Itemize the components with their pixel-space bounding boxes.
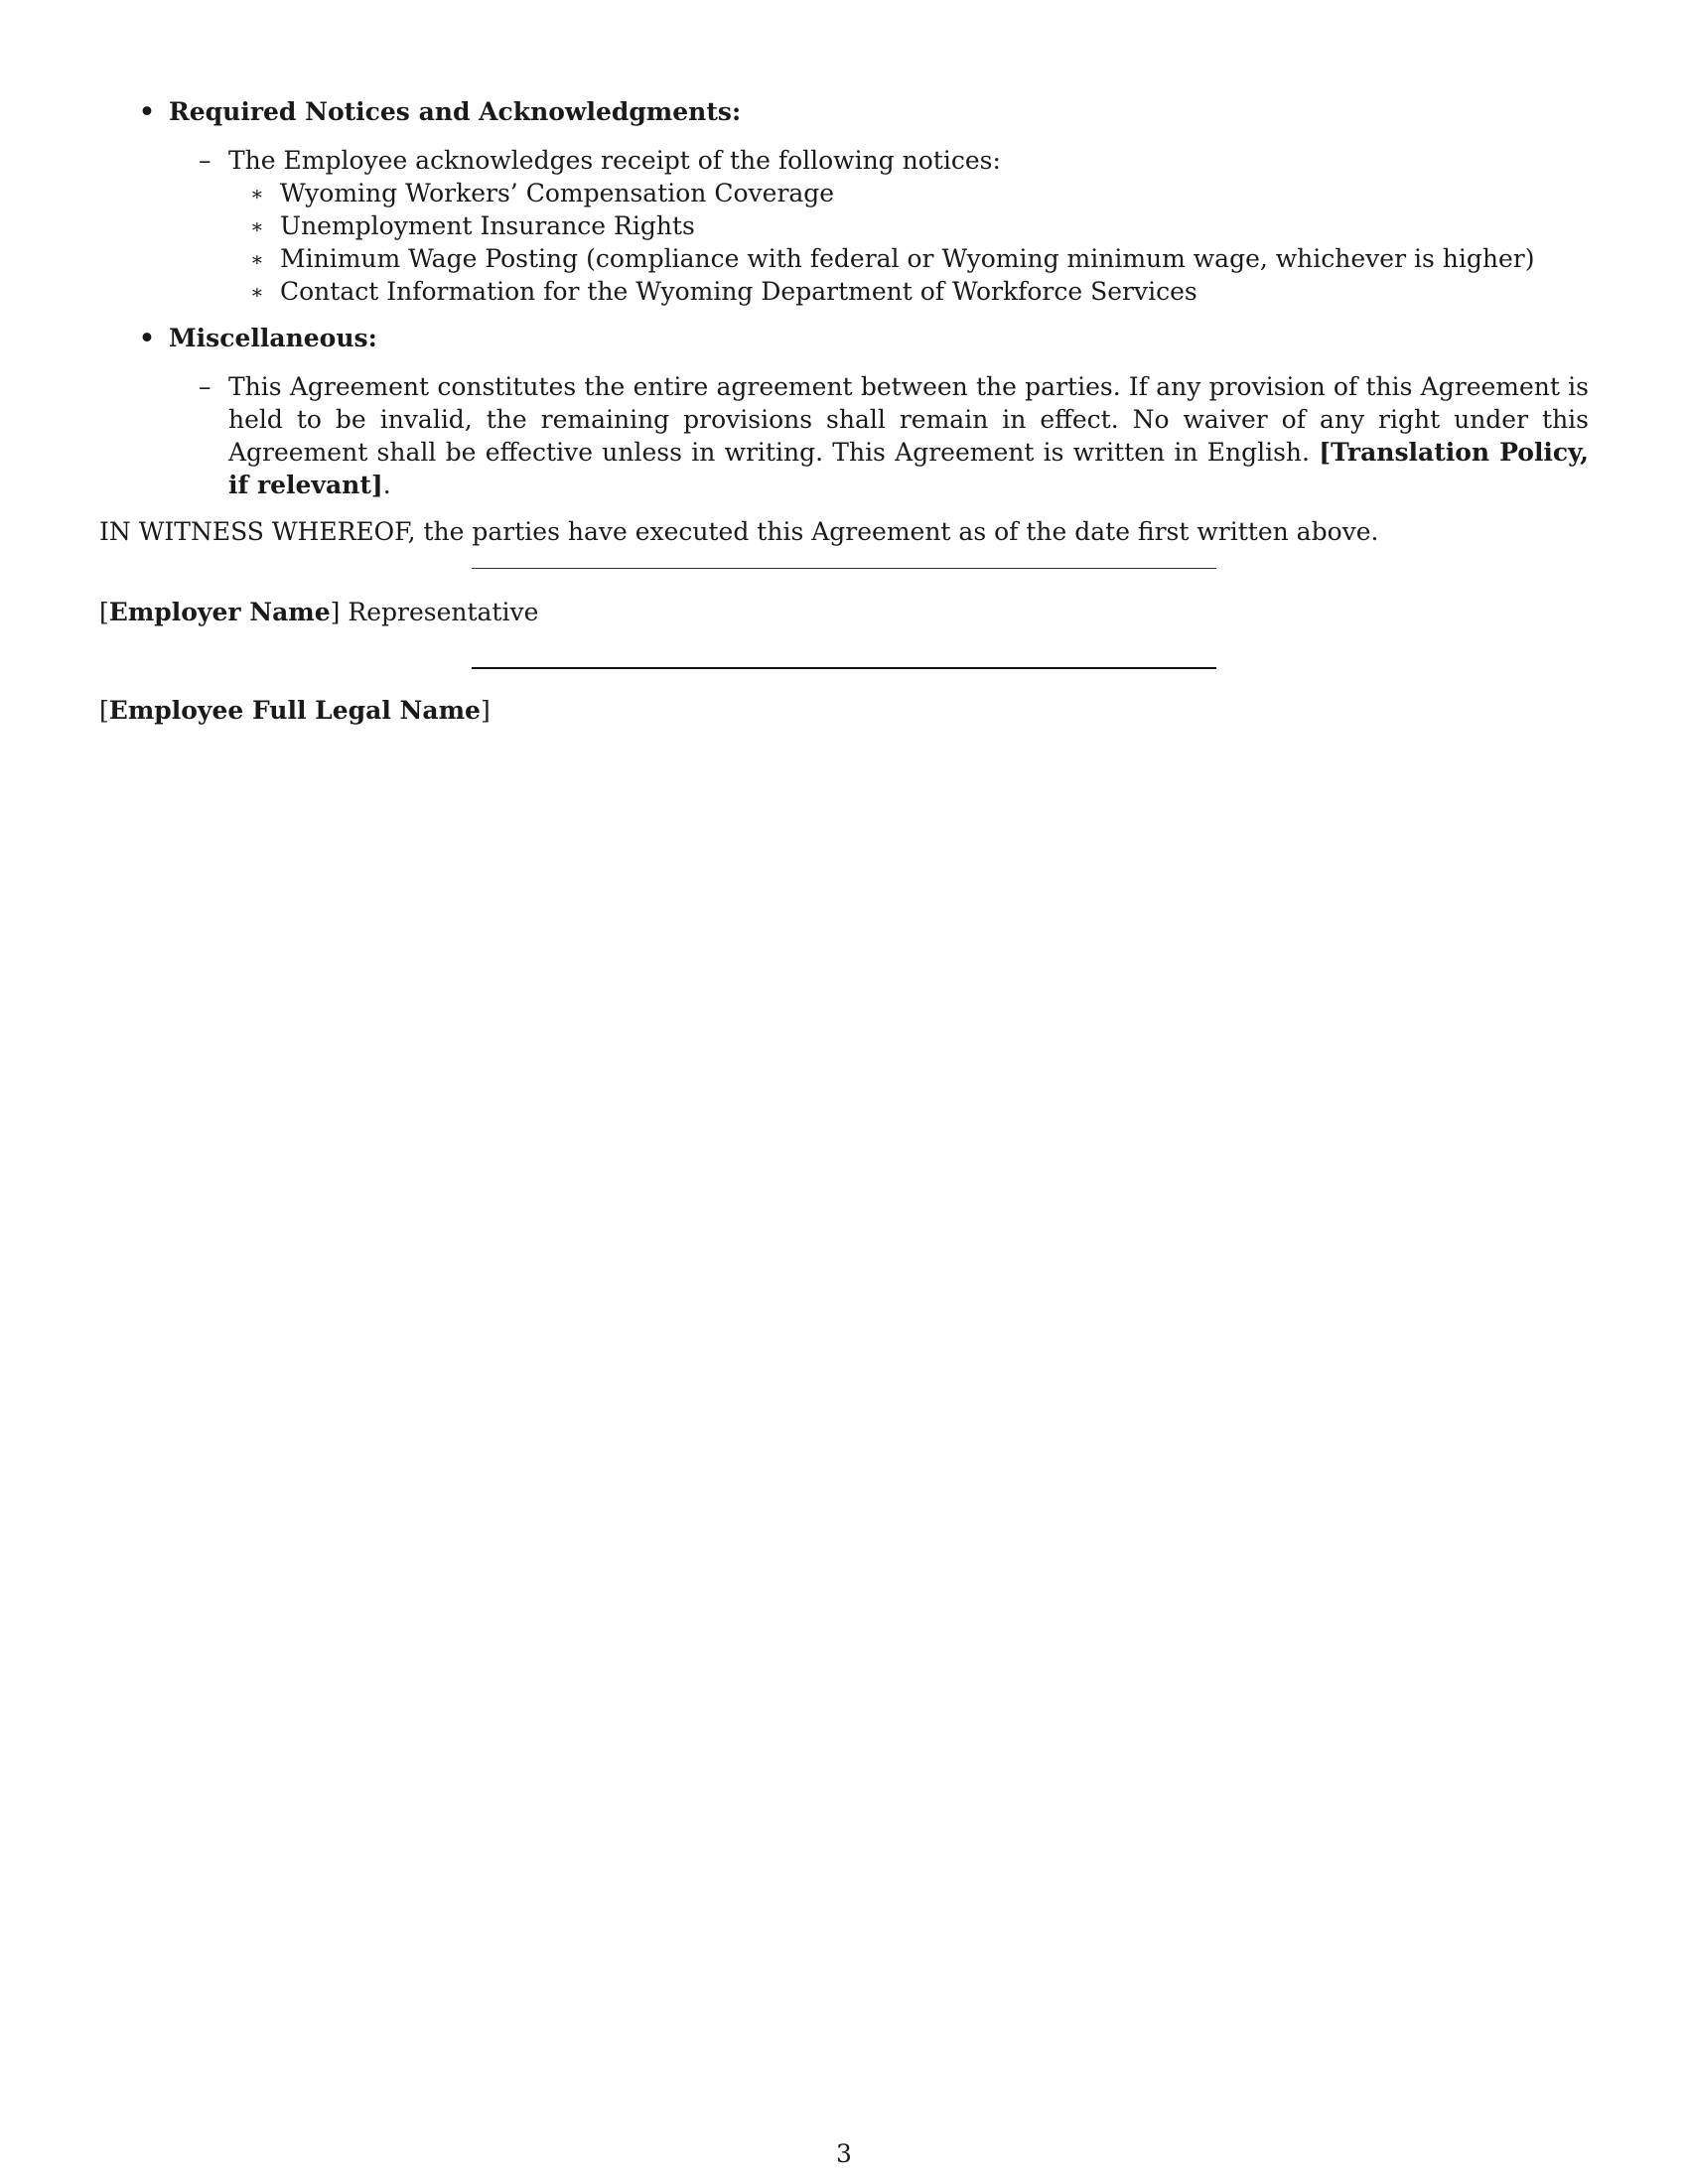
page-number: 3 bbox=[836, 2139, 852, 2168]
dash-marker: – bbox=[199, 372, 211, 401]
misc-text: This Agreement constitutes the entire agreement between the parties. If any provision of this Agreement is held to be invalid, the remaining provisions shall remain in effect. No waiver of any right under this Agreement shall be effective unless in writing. This Agreement is written in English. bbox=[228, 372, 1589, 467]
star-marker: ∗ bbox=[250, 214, 264, 238]
employee-signature-line bbox=[472, 667, 1216, 669]
employer-name-placeholder: Employer Name bbox=[108, 598, 331, 626]
section-heading: Miscellaneous: bbox=[169, 324, 377, 352]
translation-policy-text: Translation Policy, if relevant bbox=[228, 438, 1589, 499]
employee-signature-label bbox=[99, 694, 491, 727]
bullet-marker: • bbox=[139, 97, 155, 126]
notices-intro-text: The Employee acknowledges receipt of the following notices: bbox=[228, 146, 1001, 175]
employee-name-placeholder: Employee Full Legal Name bbox=[108, 696, 481, 725]
end-punctuation: . bbox=[382, 471, 391, 499]
notice-text: Unemployment Insurance Rights bbox=[280, 211, 695, 240]
close-bracket: ] bbox=[480, 696, 491, 725]
notice-item bbox=[250, 209, 1589, 242]
notice-text: Wyoming Workers’ Compensation Coverage bbox=[280, 179, 835, 207]
notice-text: Minimum Wage Posting (compliance with federal or Wyoming minimum wage, whichever is higher) bbox=[280, 244, 1535, 273]
star-marker: ∗ bbox=[250, 182, 264, 205]
employer-role: Representative bbox=[348, 598, 539, 626]
notice-item bbox=[250, 177, 1589, 209]
dash-marker: – bbox=[199, 146, 211, 175]
notices-list bbox=[228, 177, 1589, 308]
section-miscellaneous bbox=[99, 322, 1589, 501]
notice-item bbox=[250, 275, 1589, 308]
misc-paragraph bbox=[199, 370, 1589, 501]
notices-sublist bbox=[169, 144, 1589, 308]
notice-item bbox=[250, 242, 1589, 275]
employer-signature-label bbox=[99, 596, 538, 628]
document-body bbox=[99, 95, 1589, 548]
misc-sublist bbox=[169, 370, 1589, 501]
open-bracket: [ bbox=[1319, 438, 1332, 467]
section-required-notices bbox=[99, 95, 1589, 308]
close-bracket: ] bbox=[370, 471, 383, 499]
witness-statement: IN WITNESS WHEREOF, the parties have executed this Agreement as of the date first written above. bbox=[99, 517, 1379, 546]
employer-signature-line bbox=[472, 568, 1216, 569]
open-bracket: [ bbox=[99, 696, 109, 725]
notice-text: Contact Information for the Wyoming Department of Workforce Services bbox=[280, 277, 1197, 306]
section-heading: Required Notices and Acknowledgments: bbox=[169, 97, 742, 126]
notices-intro-item bbox=[199, 144, 1589, 308]
star-marker: ∗ bbox=[250, 247, 264, 271]
open-bracket: [ bbox=[99, 598, 109, 626]
close-bracket: ] bbox=[330, 598, 341, 626]
star-marker: ∗ bbox=[250, 280, 264, 304]
bullet-marker: • bbox=[139, 324, 155, 352]
